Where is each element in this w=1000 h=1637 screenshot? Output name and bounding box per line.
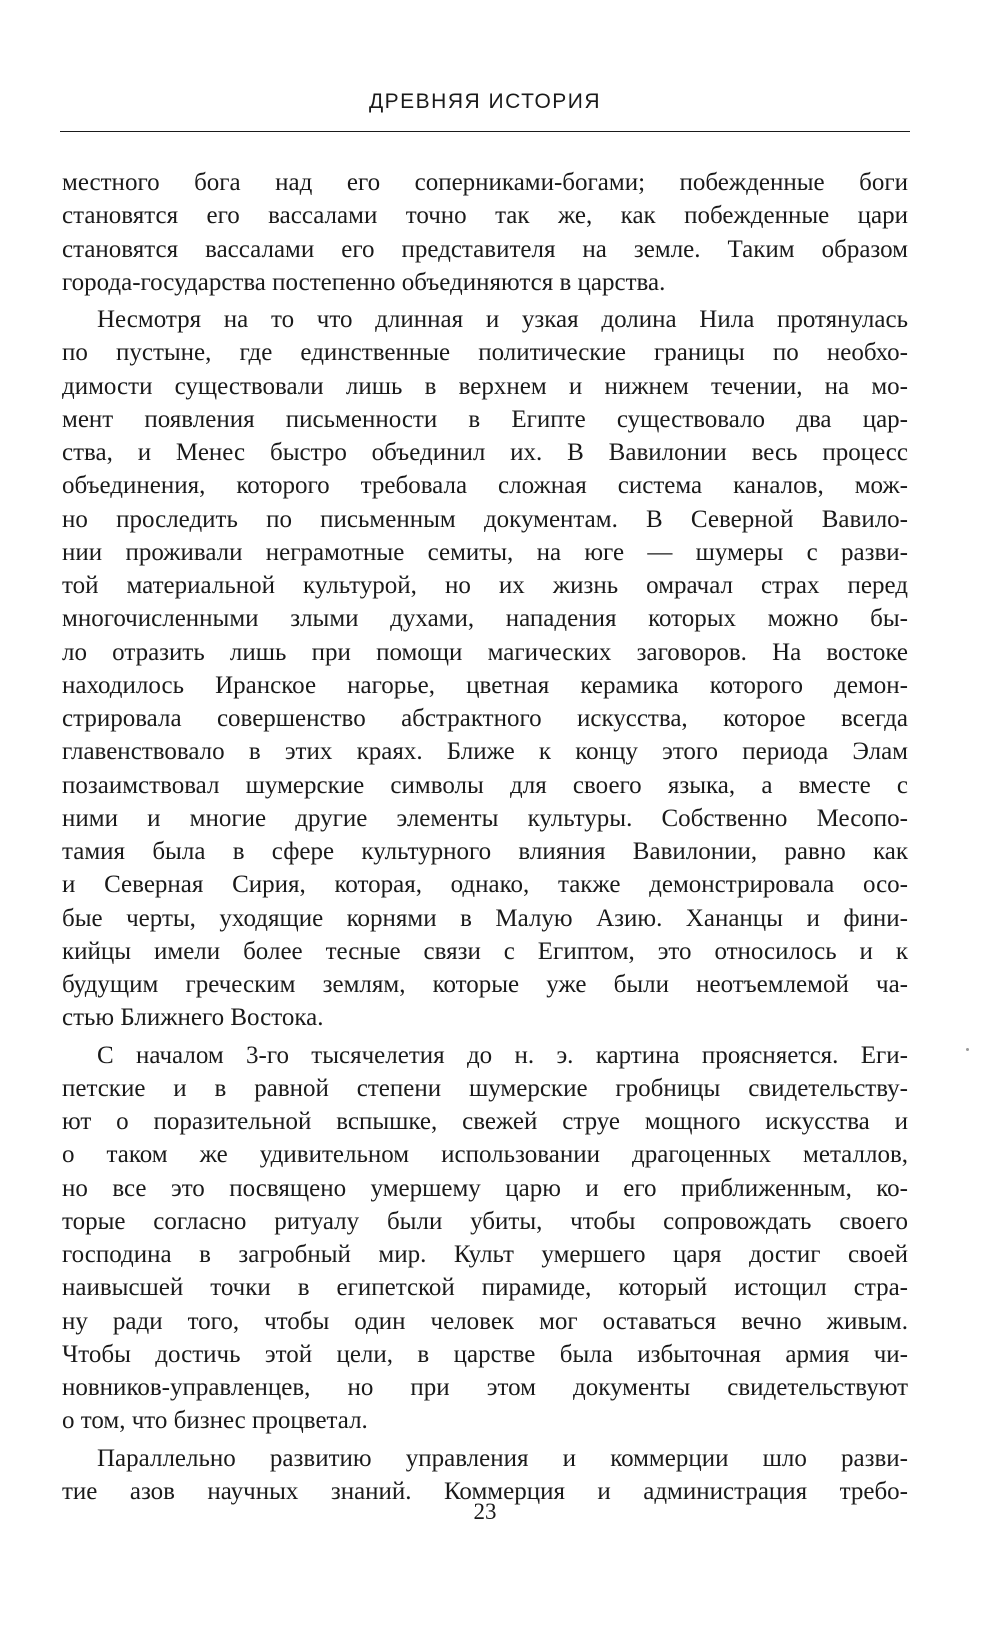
- text-line: становятся его вассалами точно так же, как побежденные цари: [62, 202, 908, 230]
- text-line: стью Ближнего Востока.: [62, 1004, 324, 1032]
- text-line: становятся вассалами его представителя на земле. Таким образом: [62, 235, 908, 263]
- text-line: многочисленными злыми духами, нападения которых можно бы-: [62, 605, 908, 633]
- text-line: кийцы имели более тесные связи с Египтом, это относилось и к: [62, 937, 908, 965]
- text-line: ними и многие другие элементы культуры. Собственно Месопо-: [62, 804, 908, 832]
- text-line: новников-управленцев, но при этом документы свидетельствуют: [62, 1374, 908, 1401]
- body-text: [62, 166, 908, 1508]
- text-line: Несмотря на то что длинная и узкая долина Нила протянулась: [97, 306, 908, 333]
- text-line: господина в загробный мир. Культ умершего царя достиг своей: [62, 1241, 908, 1268]
- text-line: будущим греческим землям, которые уже были неотъемлемой ча-: [62, 971, 908, 998]
- text-line: Чтобы достичь этой цели, в царстве была избыточная армия чи-: [62, 1340, 908, 1368]
- paragraph-1: [62, 166, 908, 299]
- text-line: ства, и Менес быстро объединил их. В Вавилонии весь процесс: [62, 439, 908, 466]
- text-line: о том, что бизнес процветал.: [62, 1407, 368, 1435]
- text-line: ют о поразительной вспышке, свежей струе мощного искусства и: [62, 1108, 908, 1135]
- text-line: наивысшей точки в египетской пирамиде, который истощил стра-: [62, 1274, 908, 1302]
- text-line: ло отразить лишь при помощи магических заговоров. На востоке: [62, 638, 908, 666]
- text-line: нии проживали неграмотные семиты, на юге — шумеры с разви-: [62, 538, 908, 566]
- text-line: димости существовали лишь в верхнем и нижнем течении, на мо-: [62, 372, 908, 400]
- header-rule: [60, 131, 910, 132]
- text-line: Параллельно развитию управления и коммерции шло разви-: [97, 1444, 908, 1472]
- text-line: но все это посвящено умершему царю и его приближенным, ко-: [62, 1174, 908, 1202]
- paragraph-3: [62, 1039, 908, 1438]
- text-line: С началом 3-го тысячелетия до н. э. картина проясняется. Еги-: [97, 1041, 908, 1069]
- text-line: города-государства постепенно объединяются в царства.: [62, 268, 666, 296]
- text-line: торые согласно ритуалу были убиты, чтобы сопровождать своего: [62, 1207, 908, 1235]
- text-line: находилось Иранское нагорье, цветная керамика которого демон-: [62, 671, 908, 699]
- text-line: позаимствовал шумерские символы для своего языка, а вместе с: [62, 771, 908, 799]
- text-line: мент появления письменности в Египте существовало два цар-: [62, 405, 908, 433]
- text-line: по пустыне, где единственные политические границы по необхо-: [62, 339, 908, 367]
- text-line: объединения, которого требовала сложная система каналов, мож-: [62, 472, 908, 500]
- running-head: ДРЕВНЯЯ ИСТОРИЯ: [368, 90, 602, 113]
- text-line: но проследить по письменным документам. В Северной Вавило-: [62, 505, 908, 533]
- page-number: 23: [473, 1499, 497, 1524]
- paragraph-2: [62, 303, 908, 1035]
- text-line: ну ради того, чтобы один человек мог оставаться вечно живым.: [62, 1307, 908, 1335]
- text-line: петские и в равной степени шумерские гробницы свидетельству-: [62, 1074, 908, 1102]
- text-line: главенствовало в этих краях. Ближе к концу этого периода Элам: [62, 738, 908, 766]
- text-line: той материальной культурой, но их жизнь омрачал страх перед: [62, 572, 908, 599]
- text-line: стрировала совершенство абстрактного искусства, которое всегда: [62, 705, 908, 732]
- text-line: тие азов научных знаний. Коммерция и администрация требо-: [62, 1477, 908, 1505]
- text-line: тамия была в сфере культурного влияния Вавилонии, равно как: [62, 838, 908, 865]
- text-line: о таком же удивительном использовании драгоценных металлов,: [62, 1141, 908, 1169]
- text-line: бые черты, уходящие корнями в Малую Азию. Хананцы и фини-: [62, 904, 908, 932]
- print-speck: [966, 1048, 969, 1051]
- text-line: и Северная Сирия, которая, однако, также демонстрировала осо-: [62, 871, 908, 899]
- text-line: местного бога над его соперниками-богами; побежденные боги: [62, 169, 908, 196]
